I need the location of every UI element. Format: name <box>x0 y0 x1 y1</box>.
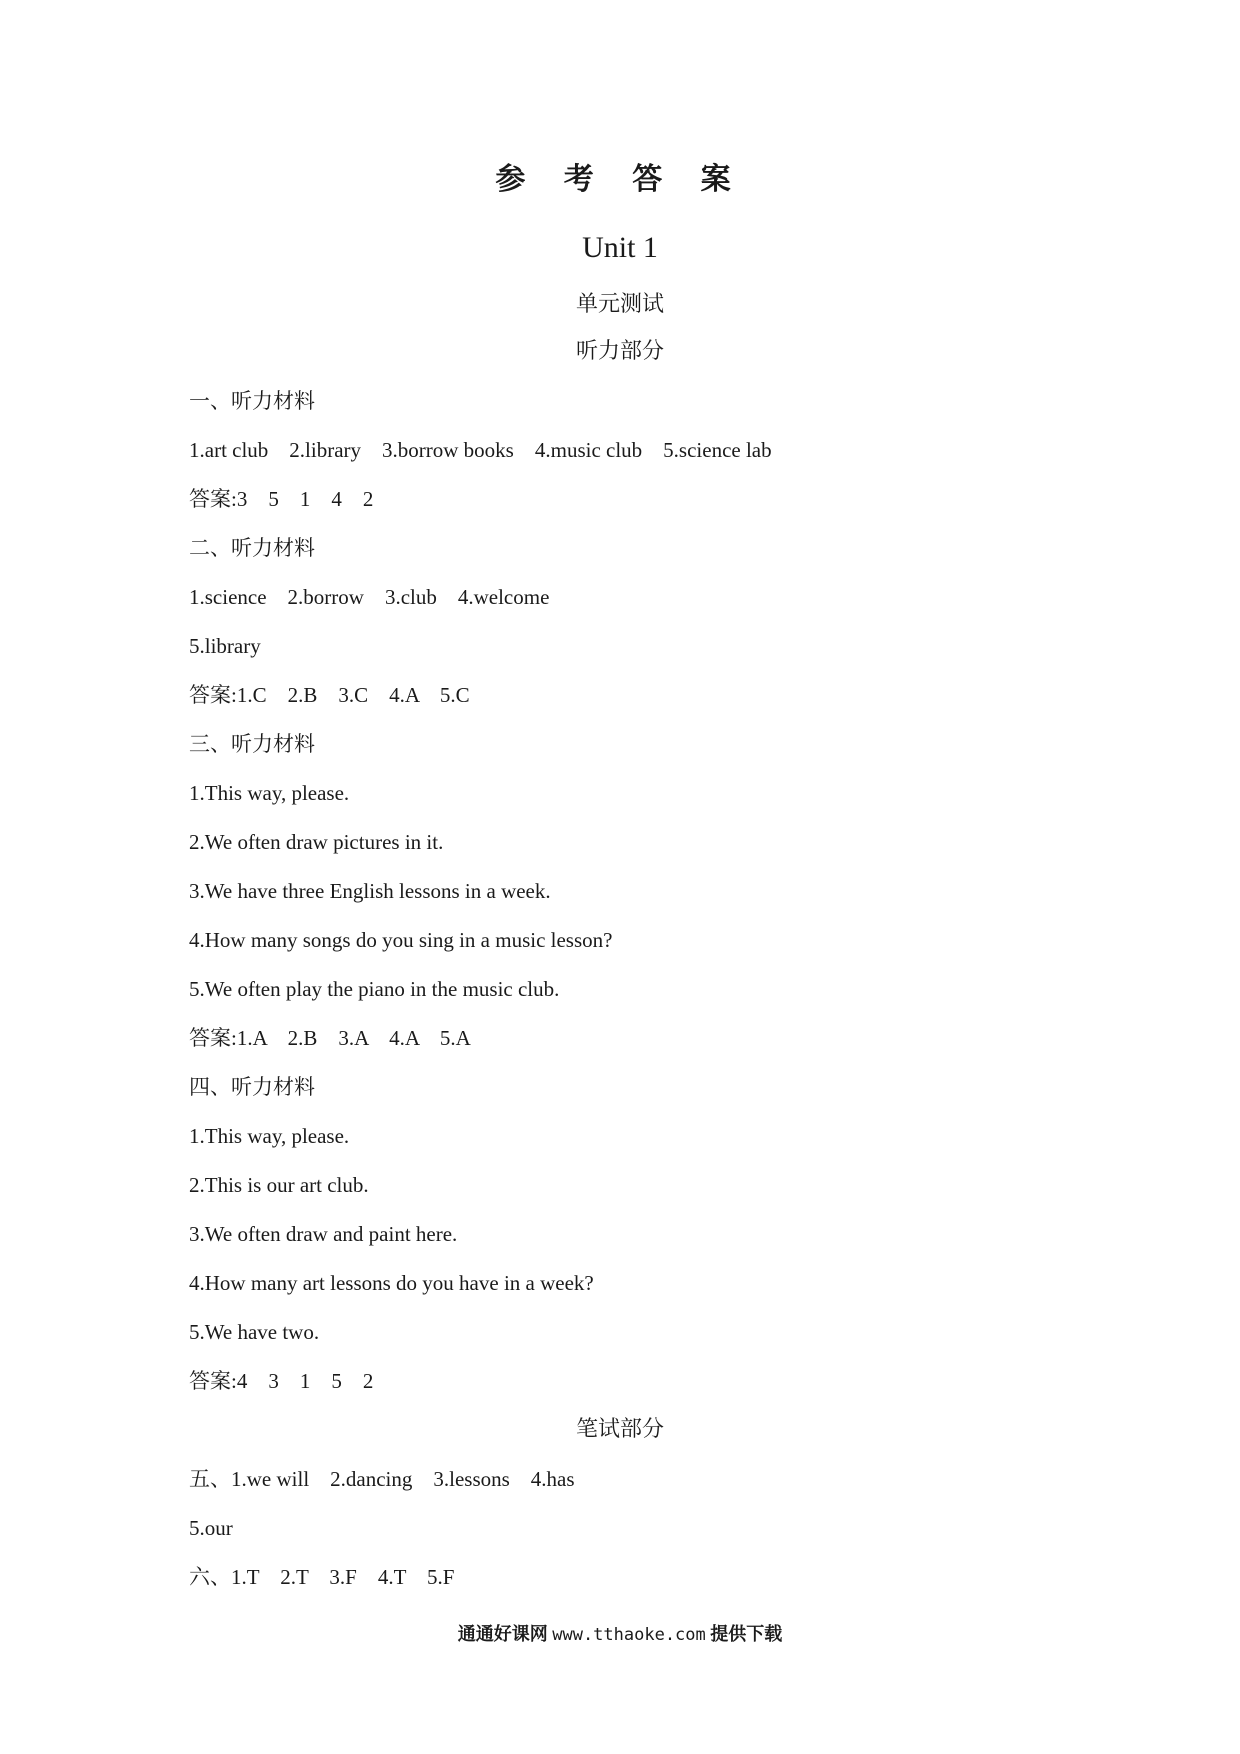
q4-line-4: 4.How many art lessons do you have in a week? <box>189 1271 594 1295</box>
q4-answer: 答案:4 3 1 5 2 <box>189 1369 374 1393</box>
q3-line-3: 3.We have three English lessons in a week. <box>189 879 551 903</box>
q2-material-line1: 1.science 2.borrow 3.club 4.welcome <box>189 585 550 609</box>
q6-answer: 六、1.T 2.T 3.F 4.T 5.F <box>189 1565 455 1589</box>
q1-answer: 答案:3 5 1 4 2 <box>189 487 374 511</box>
unit-title: Unit 1 <box>582 231 658 264</box>
q3-line-4: 4.How many songs do you sing in a music lesson? <box>189 928 613 952</box>
q1-material: 1.art club 2.library 3.borrow books 4.music club 5.science lab <box>189 438 772 462</box>
q2-answer: 答案:1.C 2.B 3.C 4.A 5.C <box>189 683 470 707</box>
q3-line-1: 1.This way, please. <box>189 781 350 805</box>
footer-url[interactable]: www.tthaoke.com <box>552 1625 706 1645</box>
q2-heading: 二、听力材料 <box>189 536 315 560</box>
q1-heading: 一、听力材料 <box>189 389 315 413</box>
footer-site-name: 通通好课网 <box>457 1624 548 1645</box>
written-part-title: 笔试部分 <box>575 1417 664 1442</box>
q4-line-1: 1.This way, please. <box>189 1124 350 1148</box>
q3-heading: 三、听力材料 <box>189 732 315 756</box>
listening-part-title: 听力部分 <box>575 339 664 364</box>
q3-answer: 答案:1.A 2.B 3.A 4.A 5.A <box>189 1026 471 1050</box>
q4-line-2: 2.This is our art club. <box>189 1173 369 1197</box>
footer-suffix: 提供下载 <box>710 1624 783 1645</box>
q4-line-5: 5.We have two. <box>189 1320 320 1344</box>
q3-line-2: 2.We often draw pictures in it. <box>189 830 444 854</box>
section-title: 单元测试 <box>575 292 664 317</box>
footer <box>0 1622 1240 1647</box>
q4-line-3: 3.We often draw and paint here. <box>189 1222 458 1246</box>
q4-heading: 四、听力材料 <box>189 1075 315 1099</box>
q5-line2: 5.our <box>189 1516 233 1540</box>
q3-line-5: 5.We often play the piano in the music club. <box>189 977 560 1001</box>
q2-material-line2: 5.library <box>189 634 261 658</box>
q5-line1: 五、1.we will 2.dancing 3.lessons 4.has <box>189 1467 575 1491</box>
page-title: 参 考 答 案 <box>495 162 745 197</box>
